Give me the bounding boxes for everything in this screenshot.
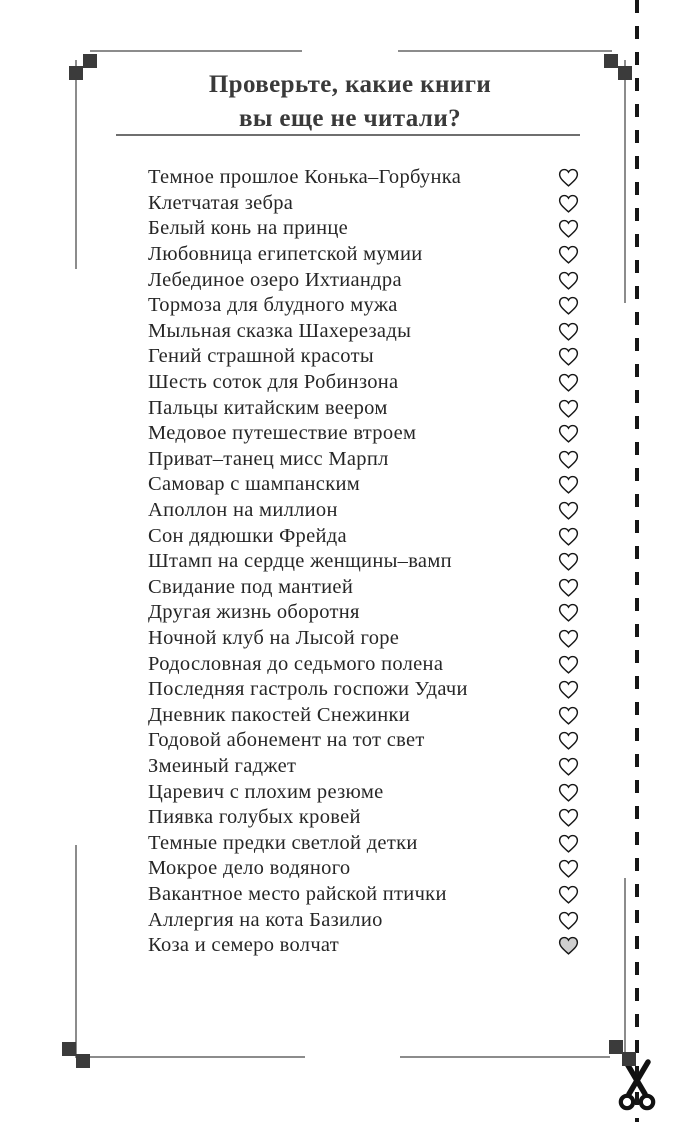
book-title: Ночной клуб на Лысой горе (148, 626, 400, 649)
frame-top-line-left (90, 50, 302, 52)
book-title: Родословная до седьмого полена (148, 652, 444, 675)
list-item (75, 626, 625, 652)
book-title: Мокрое дело водяного (148, 857, 351, 880)
list-item (75, 549, 625, 575)
heart-checkbox-icon[interactable] (557, 654, 580, 675)
heart-checkbox-icon[interactable] (557, 244, 580, 265)
list-item (75, 242, 625, 268)
heart-checkbox-icon[interactable] (557, 270, 580, 291)
list-item (75, 447, 625, 473)
list-item (75, 651, 625, 677)
list-item (75, 344, 625, 370)
corner-mark-bottom-right-inner (609, 1040, 623, 1054)
corner-mark-top-left-inner (83, 54, 97, 68)
heart-checkbox-icon[interactable] (557, 807, 580, 828)
frame-bottom-line-left (90, 1056, 305, 1058)
cut-line (635, 0, 639, 1122)
book-title: Коза и семеро волчат (148, 934, 340, 957)
heart-checkbox-icon[interactable] (557, 295, 580, 316)
heart-checkbox-icon[interactable] (557, 474, 580, 495)
title-line-2: вы еще не читали? (238, 105, 462, 132)
book-title: Аполлон на миллион (148, 499, 338, 522)
heart-checkbox-icon[interactable] (557, 679, 580, 700)
title-line-1: Проверьте, какие книги (208, 71, 492, 98)
heart-checkbox-icon[interactable] (557, 628, 580, 649)
book-checklist (75, 165, 625, 958)
book-title: Годовой абонемент на тот свет (148, 729, 425, 752)
book-title: Вакантное место райской птички (148, 882, 447, 905)
book-title: Дневник пакостей Снежинки (148, 703, 411, 726)
list-item (75, 907, 625, 933)
heart-checkbox-icon[interactable] (557, 500, 580, 521)
page-title (75, 68, 625, 136)
list-item (75, 779, 625, 805)
title-divider (116, 134, 580, 136)
corner-mark-bottom-left-inner (76, 1054, 90, 1068)
list-item (75, 498, 625, 524)
book-title: Свидание под мантией (148, 575, 354, 598)
list-item (75, 216, 625, 242)
book-title: Пальцы китайским веером (148, 396, 388, 419)
heart-checkbox-icon[interactable] (557, 602, 580, 623)
book-title: Пиявка голубых кровей (148, 806, 361, 829)
list-item (75, 191, 625, 217)
book-title: Последняя гастроль госпожи Удачи (148, 678, 468, 701)
heart-checkbox-icon[interactable] (557, 884, 580, 905)
heart-checkbox-icon[interactable] (557, 935, 580, 956)
list-item (75, 933, 625, 959)
book-title: Царевич с плохим резюме (148, 780, 384, 803)
list-item (75, 395, 625, 421)
book-title: Медовое путешествие втроем (148, 422, 417, 445)
book-title: Змеиный гаджет (148, 754, 297, 777)
list-item (75, 267, 625, 293)
frame-bottom-line-right (400, 1056, 610, 1058)
list-item (75, 882, 625, 908)
heart-checkbox-icon[interactable] (557, 372, 580, 393)
heart-checkbox-icon[interactable] (557, 218, 580, 239)
list-item (75, 677, 625, 703)
book-title: Самовар с шампанским (148, 473, 361, 496)
book-title: Любовница египетской мумии (148, 243, 423, 266)
corner-mark-bottom-right-outer (622, 1052, 636, 1066)
book-title: Другая жизнь оборотня (148, 601, 360, 624)
book-title: Клетчатая зебра (148, 191, 294, 214)
book-title: Темное прошлое Конька–Горбунка (148, 166, 462, 189)
scissors-icon (616, 1058, 658, 1114)
list-item (75, 754, 625, 780)
book-title: Гений страшной красоты (148, 345, 374, 368)
book-title: Мыльная сказка Шахерезады (148, 319, 412, 342)
heart-checkbox-icon[interactable] (557, 858, 580, 879)
list-item (75, 165, 625, 191)
book-title: Тормоза для блудного мужа (148, 294, 398, 317)
heart-checkbox-icon[interactable] (557, 321, 580, 342)
list-item (75, 702, 625, 728)
book-title: Штамп на сердце женщины–вамп (148, 550, 452, 573)
book-title: Сон дядюшки Фрейда (148, 524, 347, 547)
heart-checkbox-icon[interactable] (557, 910, 580, 931)
list-item (75, 600, 625, 626)
heart-checkbox-icon[interactable] (557, 782, 580, 803)
book-title: Белый конь на принце (148, 217, 349, 240)
heart-checkbox-icon[interactable] (557, 398, 580, 419)
heart-checkbox-icon[interactable] (557, 551, 580, 572)
list-item (75, 370, 625, 396)
heart-checkbox-icon[interactable] (557, 423, 580, 444)
book-title: Темные предки светлой детки (148, 831, 418, 854)
heart-checkbox-icon[interactable] (557, 833, 580, 854)
heart-checkbox-icon[interactable] (557, 705, 580, 726)
book-title: Лебединое озеро Ихтиандра (148, 268, 402, 291)
heart-checkbox-icon[interactable] (557, 577, 580, 598)
book-title: Шесть соток для Робинзона (148, 371, 399, 394)
heart-checkbox-icon[interactable] (557, 193, 580, 214)
corner-mark-top-right-inner (604, 54, 618, 68)
list-item (75, 575, 625, 601)
list-item (75, 421, 625, 447)
frame-top-line-right (398, 50, 612, 52)
list-item (75, 523, 625, 549)
list-item (75, 472, 625, 498)
heart-checkbox-icon[interactable] (557, 167, 580, 188)
list-item (75, 856, 625, 882)
heart-checkbox-icon[interactable] (557, 756, 580, 777)
heart-checkbox-icon[interactable] (557, 730, 580, 751)
list-item (75, 830, 625, 856)
book-title: Аллергия на кота Базилио (148, 908, 383, 931)
corner-mark-bottom-left-outer (62, 1042, 76, 1056)
heart-checkbox-icon[interactable] (557, 526, 580, 547)
list-item (75, 319, 625, 345)
list-item (75, 293, 625, 319)
heart-checkbox-icon[interactable] (557, 449, 580, 470)
list-item (75, 728, 625, 754)
heart-checkbox-icon[interactable] (557, 346, 580, 367)
list-item (75, 805, 625, 831)
book-title: Приват–танец мисс Марпл (148, 447, 389, 470)
